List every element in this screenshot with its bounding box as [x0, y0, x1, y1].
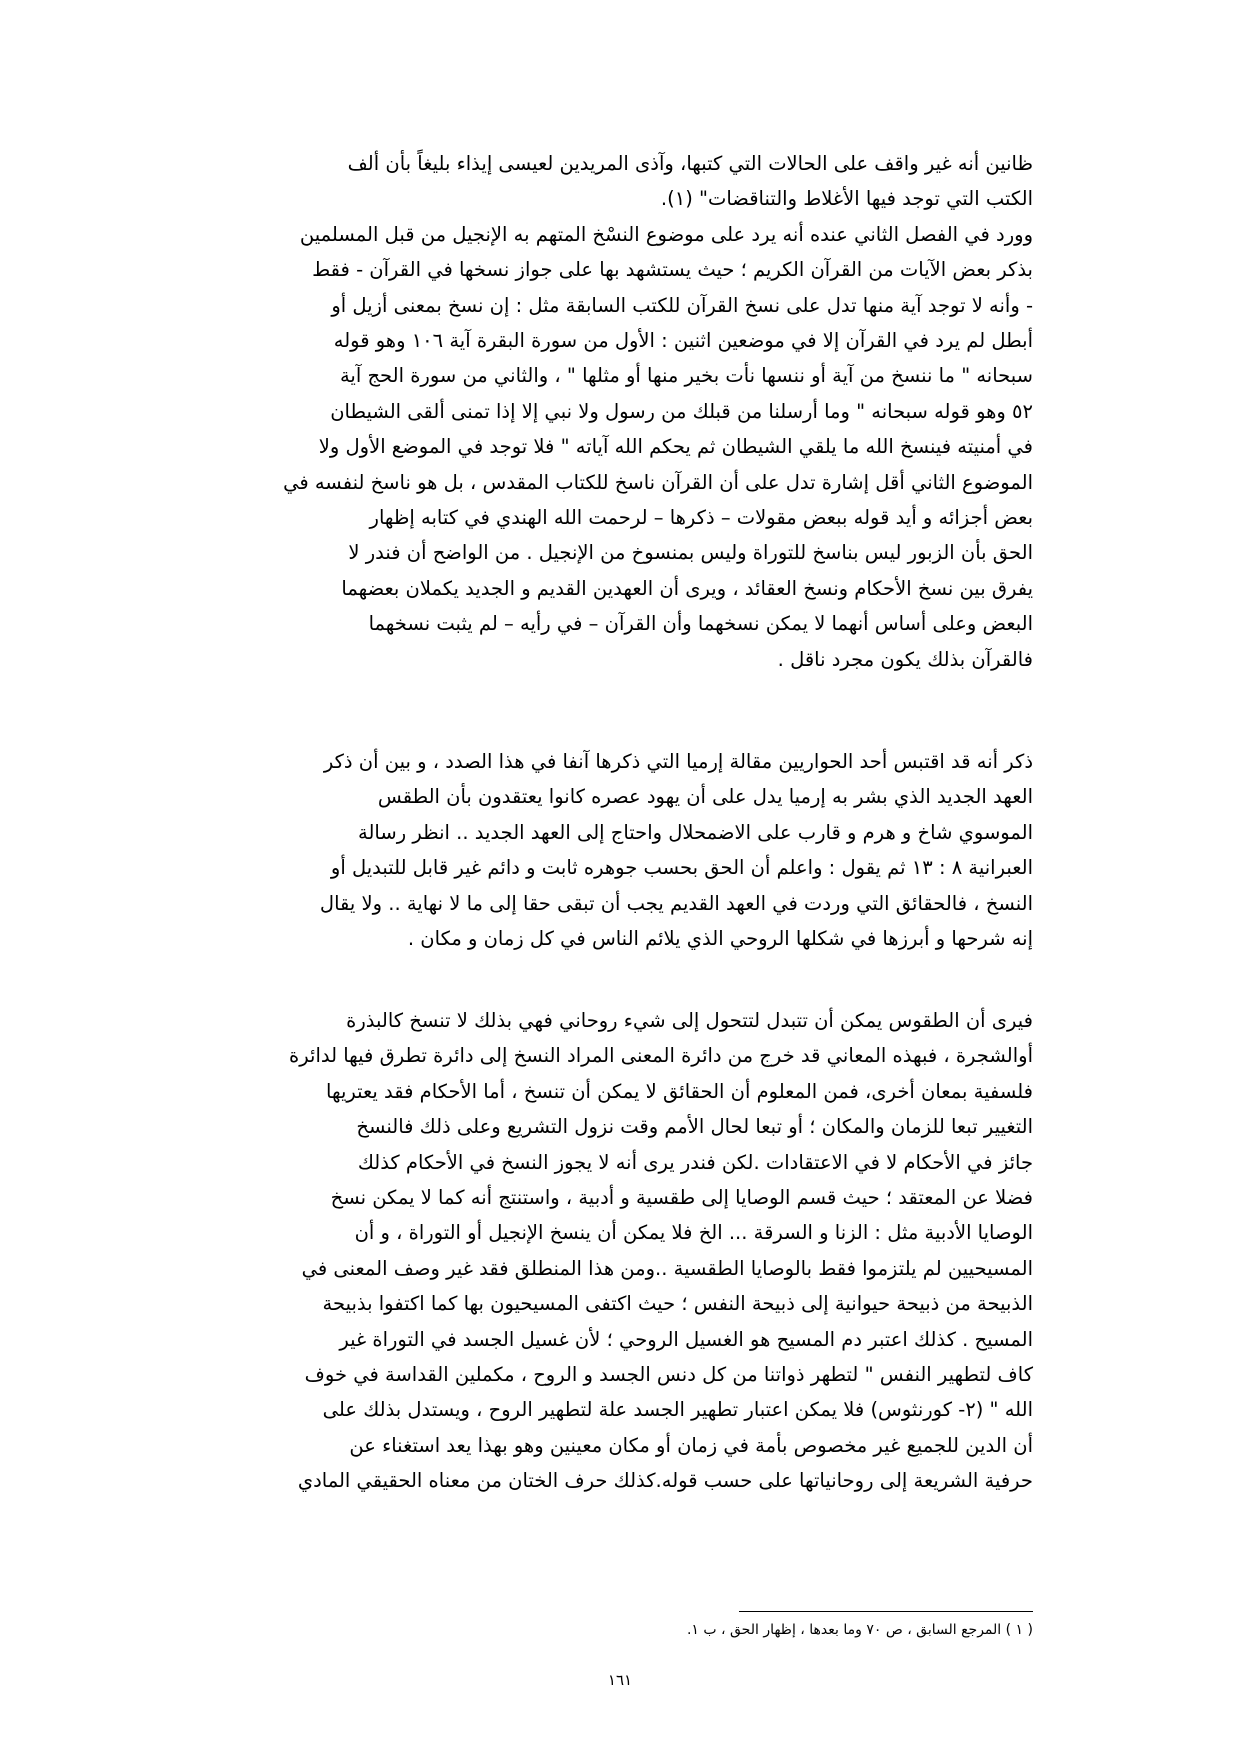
- paragraph: فيرى أن الطقوس يمكن أن تتبدل لتتحول إلى شيء روحاني فهي بذلك لا تنسخ كالبذرة أوالشجرة ، فبهذه المعاني قد خرج من دائرة المعنى المراد النسخ إلى دائرة تطرق فيها لدائرة فلسفية بمعان أخرى، فمن المعلوم أن الحقائق لا يمكن أن تنسخ ، أما الأحكام فقد يعتريها التغيير تبعا للزمان والمكان ؛ أو تبعا لحال الأمم وقت نزول التشريع وعلى ذلك فالنسخ جائز في الأحكام لا في الاعتقادات .لكن فندر يرى أنه لا يجوز النسخ في الأحكام كذلك فضلا عن المعتقد ؛ حيث قسم الوصايا إلى طقسية و أدبية ، واستنتج أنه كما لا يمكن نسخ الوصايا الأدبية مثل : الزنا و السرقة ... الخ فلا يمكن أن ينسخ الإنجيل أو التوراة ، و أن المسيحيين لم يلتزموا فقط بالوصايا الطقسية ..ومن هذا المنطلق فقد غير وصف المعنى في الذبيحة من ذبيحة حيوانية إلى ذبيحة النفس ؛ حيث اكتفى المسيحيون بها كما اكتفوا بذبيحة المسيح . كذلك اعتبر دم المسيح هو الغسيل الروحي ؛ لأن غسيل الجسد في التوراة غير كاف لتطهير النفس " لتطهر ذواتنا من كل دنس الجسد و الروح ، مكملين القداسة في خوف الله " (٢- كورنثوس) فلا يمكن اعتبار تطهير الجسد علة لتطهير الروح ، ويستدل بذلك على أن الدين للجميع غير مخصوص بأمة في زمان أو مكان معينين وهو بهذا يعد استغناء عن حرفية الشريعة إلى روحانياتها على حسب قوله.كذلك حرف الختان من معناه الحقيقي المادي: [289, 1009, 1033, 1493]
- body-text-block-2: [207, 744, 1033, 956]
- body-text-block-1: [207, 146, 1033, 677]
- paragraph: ذكر أنه قد اقتبس أحد الحواريين مقالة إرميا التي ذكرها آنفا في هذا الصدد ، و بين أن ذكر العهد الجديد الذي بشر به إرميا يدل على أن يهود عصره كانوا يعتقدون بأن الطقس الموسوي شاخ و هرم و قارب على الاضمحلال واحتاج إلى العهد الجديد .. انظر رسالة العبرانية ٨ : ١٣ ثم يقول : واعلم أن الحق بحسب جوهره ثابت و دائم غير قابل للتبديل أو النسخ ، فالحقائق التي وردت في العهد القديم يجب أن تبقى حقا إلى ما لا نهاية .. ولا يقال إنه شرحها و أبرزها في شكلها الروحي الذي يلائم الناس في كل زمان و مكان .: [319, 750, 1033, 951]
- paragraph: ظانين أنه غير واقف على الحالات التي كتبها، وآذى المريدين لعيسى إيذاء بليغاً بأن ألف الكتب التي توجد فيها الأغلاط والتناقضات" (١). وورد في الفصل الثاني عنده أنه يرد على موضوع النسْخ المتهم به الإنجيل من قبل المسلمين بذكر بعض الآيات من القرآن الكريم ؛ حيث يستشهد بها على جواز نسخها في القرآن - فقط - وأنه لا توجد آية منها تدل على نسخ القرآن للكتب السابقة مثل : إن نسخ بمعنى أزيل أو أبطل لم يرد في القرآن إلا في موضعين اثنين : الأول من سورة البقرة آية ١٠٦ وهو قوله سبحانه " ما ننسخ من آية أو ننسها نأت بخير منها أو مثلها " ، والثاني من سورة الحج آية ٥٢ وهو قوله سبحانه " وما أرسلنا من قبلك من رسول ولا نبي إلا إذا تمنى ألقى الشيطان في أمنيته فينسخ الله ما يلقي الشيطان ثم يحكم الله آياته " فلا توجد في الموضع الأول ولا الموضوع الثاني أقل إشارة تدل على أن القرآن ناسخ للكتاب المقدس ، بل هو ناسخ لنفسه في بعض أجزائه و أيد قوله ببعض مقولات – ذكرها – لرحمت الله الهندي في كتابه إظهار الحق بأن الزبور ليس بناسخ للتوراة وليس بمنسوخ من الإنجيل . من الواضح أن فندر لا يفرق بين نسخ الأحكام ونسخ العقائد ، ويرى أن العهدين القديم و الجديد يكملان بعضهما البعض وعلى أساس أنهما لا يمكن نسخهما وأن القرآن – في رأيه – لم يثبت نسخهما فالقرآن بذلك يكون مجرد ناقل .: [283, 152, 1033, 671]
- body-text-block-3: [207, 1003, 1033, 1499]
- footnote-separator: [739, 1611, 1033, 1612]
- footnote: ( ١ ) المرجع السابق ، ص ٧٠ وما بعدها ، إظهار الحق ، ب ١.: [686, 1622, 1033, 1638]
- page-number: ١٦١: [607, 1671, 633, 1689]
